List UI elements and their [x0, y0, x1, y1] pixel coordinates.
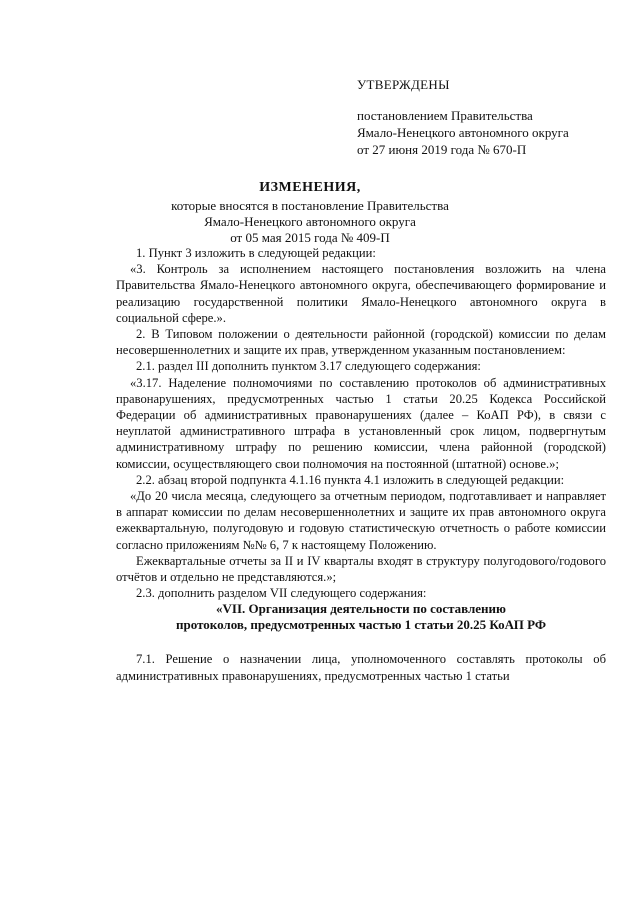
- approval-title: УТВЕРЖДЕНЫ: [357, 77, 450, 92]
- heading-line-1: которые вносятся в постановление Правительства: [171, 198, 449, 213]
- paragraph-2: «3. Контроль за исполнением настоящего постановления возложить на члена Правительства Ямало-Ненецкого автономного округа, обеспечивающего формирование и реализацию государственной политики Ямало-Ненецкого автономного округа в социальной сфере.».: [116, 262, 606, 325]
- paragraph-8: Ежеквартальные отчеты за II и IV кварталы входят в структуру полугодового/годового отчётов и отдельно не представляются.»;: [116, 553, 606, 585]
- heading-line-3: от 05 мая 2015 года № 409-П: [230, 230, 390, 245]
- approval-block: [357, 76, 569, 158]
- paragraph-7: «До 20 числа месяца, следующего за отчетным периодом, подготавливает и направляет в аппарат комиссии по делам несовершеннолетних и защите их прав автономного округа ежеквартальную, полугодовую и годовую статистическую отчетность о работе комиссии согласно приложениям №№ 6, 7 к настоящему Положению.: [116, 489, 606, 552]
- paragraph-3: 2. В Типовом положении о деятельности районной (городской) комиссии по делам несовершеннолетних и защите их прав, утвержденном указанным постановлением:: [116, 327, 606, 358]
- document-heading: [100, 180, 520, 246]
- heading-line-2: Ямало-Ненецкого автономного округа: [204, 214, 416, 229]
- paragraph-1: 1. Пункт 3 изложить в следующей редакции:: [136, 246, 376, 260]
- approval-line-1: постановлением Правительства: [357, 108, 533, 123]
- heading-title: ИЗМЕНЕНИЯ,: [259, 180, 361, 195]
- paragraph-6: 2.2. абзац второй подпункта 4.1.16 пункта 4.1 изложить в следующей редакции:: [136, 472, 565, 487]
- paragraph-10: 7.1. Решение о назначении лица, уполномоченного составлять протоколы об административных правонарушениях, предусмотренных частью 1 статьи: [116, 652, 606, 683]
- section-title-line-2: протоколов, предусмотренных частью 1 статьи 20.25 КоАП РФ: [176, 617, 546, 633]
- section-title-line-1: «VII. Организация деятельности по составлению: [216, 601, 506, 617]
- approval-line-2: Ямало-Ненецкого автономного округа: [357, 125, 569, 140]
- paragraph-5: «3.17. Наделение полномочиями по составлению протоколов об административных правонарушениях, предусмотренных частью 1 статьи 20.25 Кодекса Российской Федерации об административных правонарушениях (далее – КоАП РФ), в связи с неуплатой административного штрафа в установленный срок лицом, подвергнутым административному штрафу по решению комиссии, члена районной (городской) комиссии, осуществляющего свои полномочия на постоянной (штатной) основе.»;: [116, 375, 606, 471]
- document-body: [116, 245, 606, 684]
- paragraph-9: 2.3. дополнить разделом VII следующего содержания:: [136, 586, 427, 601]
- paragraph-4: 2.1. раздел III дополнить пунктом 3.17 следующего содержания:: [136, 359, 481, 374]
- approval-line-3: от 27 июня 2019 года № 670-П: [357, 142, 527, 157]
